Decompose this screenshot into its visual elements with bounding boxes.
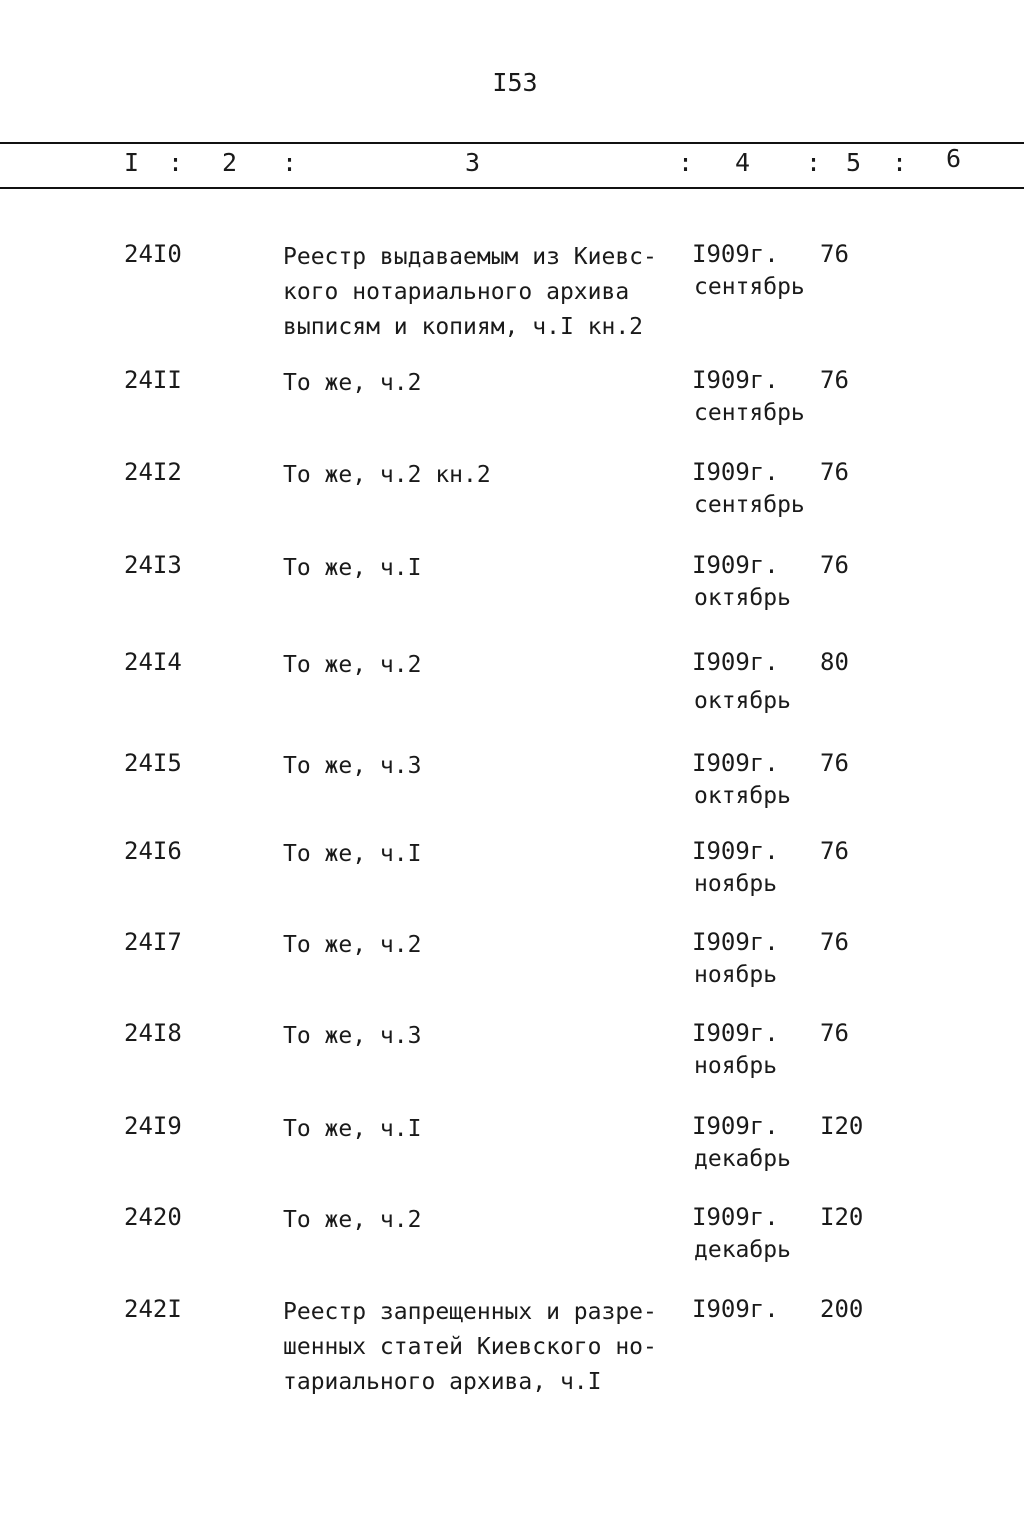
record-number: 24I4	[124, 648, 182, 676]
record-number: 24I2	[124, 458, 182, 486]
record-description: То же, ч.2	[283, 652, 422, 678]
record-year: I909г.	[692, 648, 779, 676]
record-month: ноябрь	[694, 962, 778, 988]
record-month: сентябрь	[694, 400, 805, 426]
record-sheet-count: 76	[820, 1019, 849, 1047]
record-year: I909г.	[692, 1295, 779, 1323]
record-description: То же, ч.2 кн.2	[283, 462, 491, 488]
record-number: 242I	[124, 1295, 182, 1323]
column-separator: :	[168, 148, 184, 177]
record-year: I909г.	[692, 1112, 779, 1140]
record-month: сентябрь	[694, 274, 805, 300]
record-sheet-count: 200	[820, 1295, 864, 1323]
record-year: I909г.	[692, 837, 779, 865]
record-sheet-count: 76	[820, 551, 849, 579]
record-number: 2420	[124, 1203, 182, 1231]
record-sheet-count: 76	[820, 749, 849, 777]
column-separator: :	[282, 148, 298, 177]
record-number: 24I6	[124, 837, 182, 865]
column-1-header: I	[124, 148, 140, 177]
record-description: То же, ч.3	[283, 753, 422, 779]
record-description: Реестр выдаваемым из Киевс- кого нотариального архива выписям и копиям, ч.I кн.2	[283, 244, 657, 340]
record-year: I909г.	[692, 928, 779, 956]
record-sheet-count: 76	[820, 928, 849, 956]
record-month: сентябрь	[694, 492, 805, 518]
column-3-header: 3	[465, 148, 481, 177]
record-sheet-count: 76	[820, 458, 849, 486]
record-number: 24I8	[124, 1019, 182, 1047]
record-sheet-count: I20	[820, 1203, 864, 1231]
record-year: I909г.	[692, 458, 779, 486]
column-4-header: 4	[735, 148, 751, 177]
column-separator: :	[806, 148, 822, 177]
record-number: 24I5	[124, 749, 182, 777]
record-month: октябрь	[694, 688, 791, 714]
record-year: I909г.	[692, 749, 779, 777]
record-description: То же, ч.I	[283, 1116, 422, 1142]
record-year: I909г.	[692, 240, 779, 268]
column-separator: :	[892, 148, 908, 177]
record-number: 24II	[124, 366, 182, 394]
record-description: Реестр запрещенных и разре- шенных статей Киевского но- тариального архива, ч.I	[283, 1299, 657, 1395]
record-number: 24I7	[124, 928, 182, 956]
record-year: I909г.	[692, 1203, 779, 1231]
record-sheet-count: 76	[820, 366, 849, 394]
record-year: I909г.	[692, 366, 779, 394]
record-sheet-count: I20	[820, 1112, 864, 1140]
record-description: То же, ч.2	[283, 370, 422, 396]
column-5-header: 5	[846, 148, 862, 177]
record-sheet-count: 80	[820, 648, 849, 676]
column-2-header: 2	[222, 148, 238, 177]
record-description: То же, ч.3	[283, 1023, 422, 1049]
record-description: То же, ч.2	[283, 1207, 422, 1233]
record-year: I909г.	[692, 551, 779, 579]
record-sheet-count: 76	[820, 837, 849, 865]
record-month: октябрь	[694, 783, 791, 809]
record-month: ноябрь	[694, 1053, 778, 1079]
column-separator: :	[678, 148, 694, 177]
record-month: декабрь	[694, 1237, 791, 1263]
column-6-header: 6	[946, 144, 962, 173]
record-sheet-count: 76	[820, 240, 849, 268]
record-month: ноябрь	[694, 871, 778, 897]
record-number: 24I3	[124, 551, 182, 579]
record-month: октябрь	[694, 585, 791, 611]
record-month: декабрь	[694, 1146, 791, 1172]
page-number: I53	[492, 68, 538, 97]
record-description: То же, ч.I	[283, 555, 422, 581]
record-number: 24I0	[124, 240, 182, 268]
record-year: I909г.	[692, 1019, 779, 1047]
record-number: 24I9	[124, 1112, 182, 1140]
record-description: То же, ч.2	[283, 932, 422, 958]
record-description: То же, ч.I	[283, 841, 422, 867]
